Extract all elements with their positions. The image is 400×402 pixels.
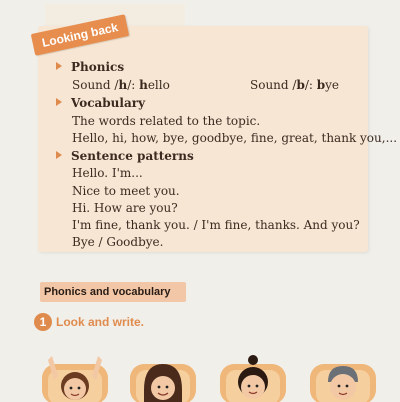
girl-with-bun-illustration bbox=[216, 350, 290, 402]
phonics-item-h: Sound /h/: hello bbox=[72, 78, 170, 92]
triangle-bullet-icon bbox=[56, 98, 62, 106]
phonics-heading: Phonics bbox=[56, 60, 124, 74]
vocabulary-heading: Vocabulary bbox=[56, 96, 145, 110]
task-title: Look and write. bbox=[56, 315, 145, 329]
girl-waving-illustration bbox=[38, 350, 112, 402]
looking-back-tag: Looking back bbox=[31, 14, 129, 55]
sentence-pattern-line: Bye / Goodbye. bbox=[72, 235, 164, 249]
girl-smiling-illustration bbox=[126, 350, 200, 402]
sentence-pattern-line: Hello. I'm... bbox=[72, 166, 143, 180]
vocabulary-line: The words related to the topic. bbox=[72, 114, 261, 128]
task-number-badge: 1 bbox=[34, 313, 52, 331]
triangle-bullet-icon bbox=[56, 62, 62, 70]
sentence-patterns-heading: Sentence patterns bbox=[56, 149, 194, 163]
sentence-pattern-line: Hi. How are you? bbox=[72, 201, 178, 215]
sentence-pattern-line: Nice to meet you. bbox=[72, 184, 180, 198]
vocabulary-line: Hello, hi, how, bye, goodbye, fine, great, thank you,... bbox=[72, 131, 398, 145]
boy-illustration bbox=[306, 350, 380, 402]
phonics-item-b: Sound /b/: bye bbox=[250, 78, 340, 92]
sentence-pattern-line: I'm fine, thank you. / I'm fine, thanks. And you? bbox=[72, 218, 360, 232]
section-banner: Phonics and vocabulary bbox=[40, 282, 186, 302]
triangle-bullet-icon bbox=[56, 151, 62, 159]
